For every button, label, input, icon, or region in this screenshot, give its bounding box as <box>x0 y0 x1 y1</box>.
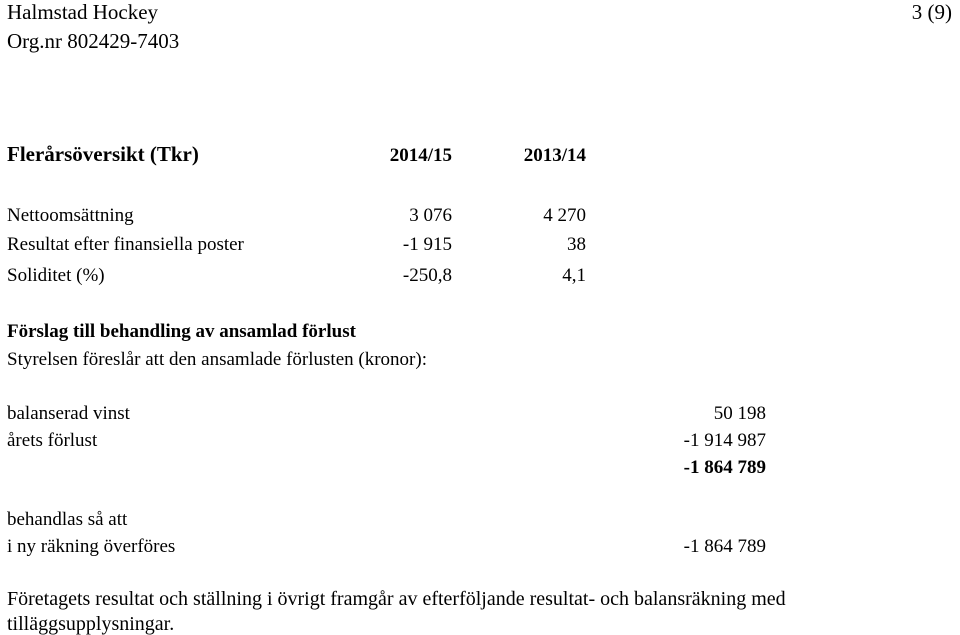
row-value: 4,1 <box>562 265 586 286</box>
row-value: 3 076 <box>409 205 452 226</box>
row-value: 4 270 <box>543 205 586 226</box>
column-header-2013-14: 2013/14 <box>523 145 586 166</box>
row-label-soliditet: Soliditet (%) <box>7 265 105 286</box>
treatment-title: behandlas så att <box>7 509 128 530</box>
allocation-label: balanserad vinst <box>7 403 130 424</box>
allocation-value: 50 198 <box>713 403 766 424</box>
allocation-value: -1 914 987 <box>683 430 766 451</box>
proposal-intro: Styrelsen föreslår att den ansamlade förlusten (kronor): <box>7 349 427 370</box>
treatment-label: i ny räkning överföres <box>7 536 176 557</box>
multi-year-title: Flerårsöversikt (Tkr) <box>7 142 199 166</box>
column-header-2014-15: 2014/15 <box>389 145 452 166</box>
treatment-value: -1 864 789 <box>683 536 766 557</box>
proposal-title: Förslag till behandling av ansamlad förlust <box>7 321 356 342</box>
organization-number: Org.nr 802429-7403 <box>7 29 180 53</box>
row-label-nettoomsattning: Nettoomsättning <box>7 205 134 226</box>
page-number: 3 (9) <box>911 0 952 24</box>
row-value: -1 915 <box>402 234 452 255</box>
footer-text-line2: tilläggsupplysningar. <box>7 613 175 635</box>
row-label-resultat: Resultat efter finansiella poster <box>7 234 244 255</box>
footer-text-line1: Företagets resultat och ställning i övrigt framgår av efterföljande resultat- och balansräkning med <box>7 588 786 610</box>
row-value: 38 <box>567 234 586 255</box>
organization-name: Halmstad Hockey <box>7 0 159 24</box>
allocation-total: -1 864 789 <box>683 457 766 478</box>
row-value: -250,8 <box>402 265 452 286</box>
allocation-label: årets förlust <box>7 430 98 451</box>
